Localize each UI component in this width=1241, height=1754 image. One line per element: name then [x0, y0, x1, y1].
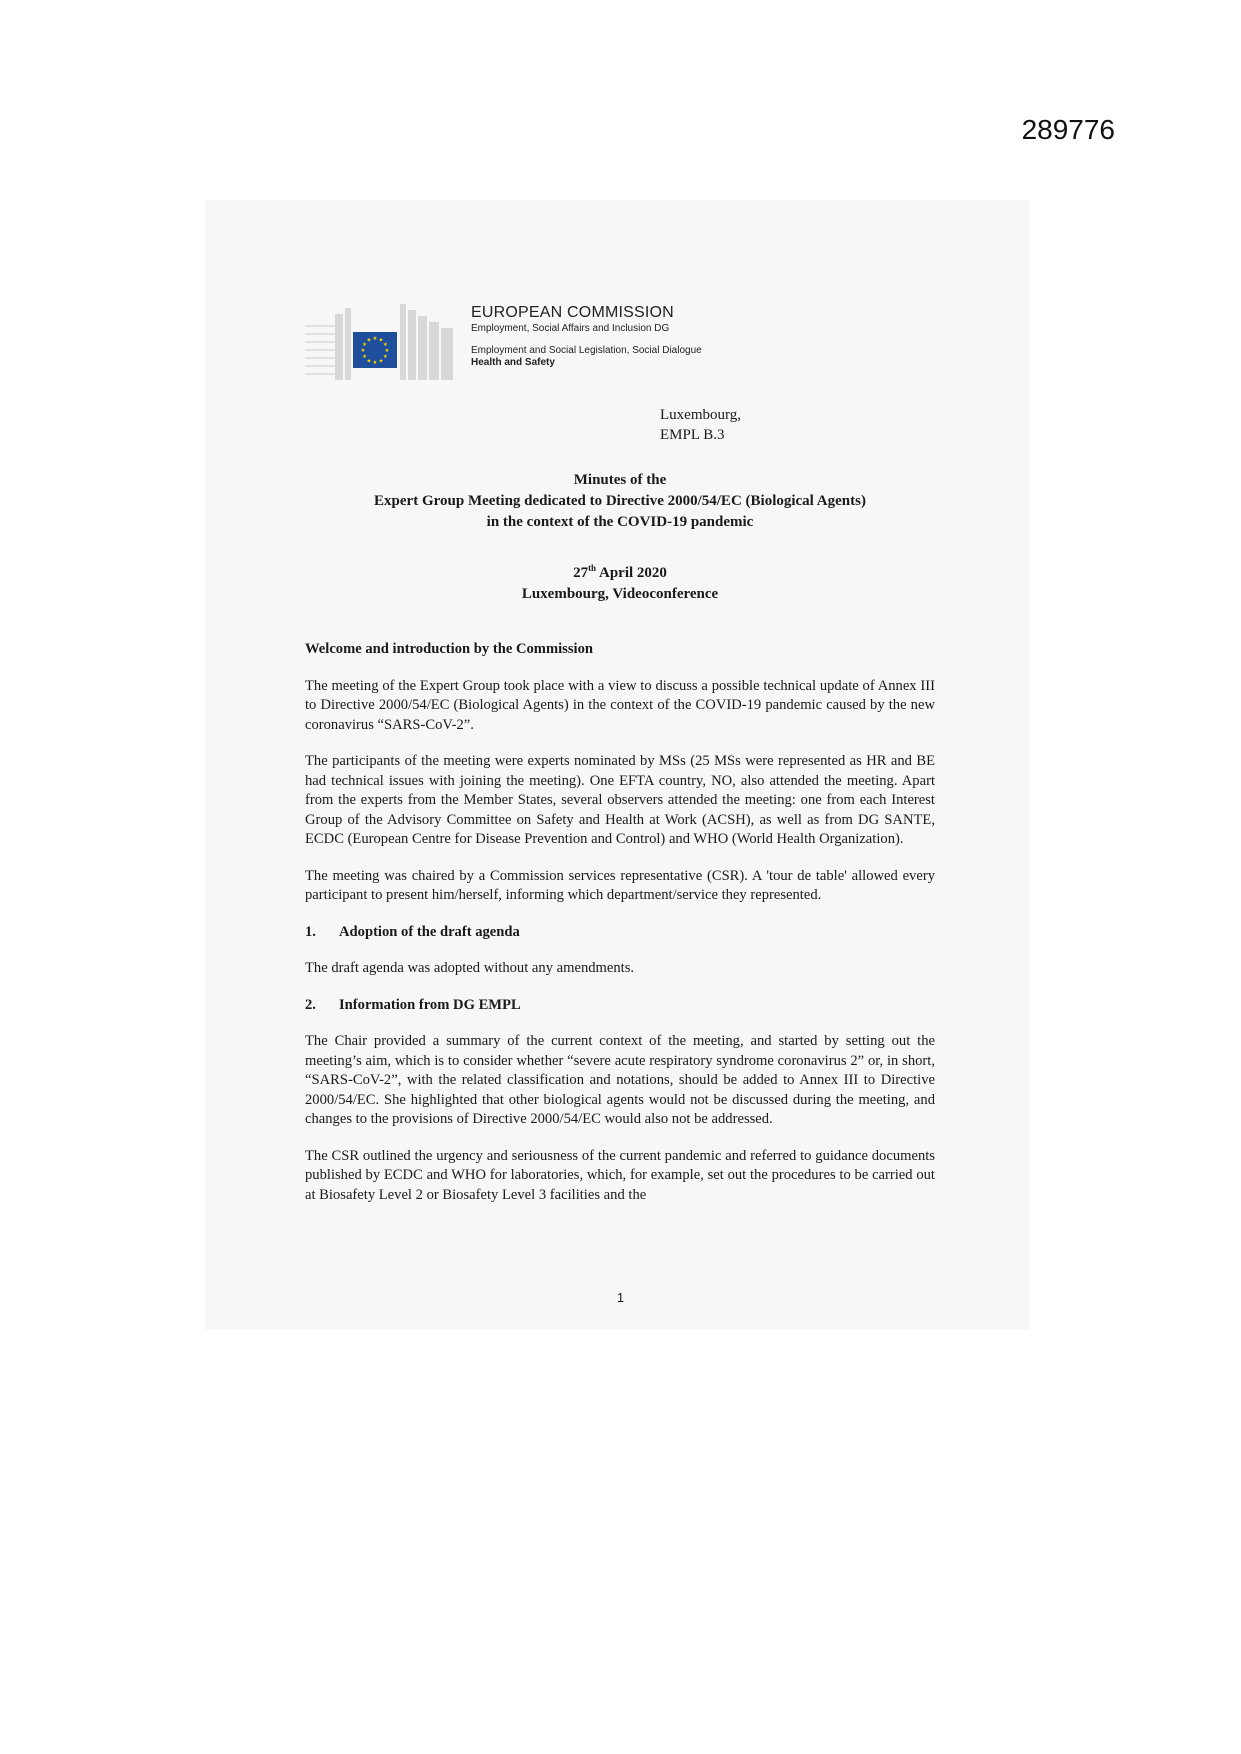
- svg-text:★: ★: [366, 358, 372, 365]
- svg-text:★: ★: [384, 348, 390, 354]
- meeting-location: Luxembourg, Videoconference: [521, 586, 719, 602]
- welcome-heading: Welcome and introduction by the Commission: [305, 641, 593, 657]
- title-line-2: Expert Group Meeting dedicated to Directive 2000/54/EC (Biological Agents): [374, 493, 866, 509]
- directorate-general: Employment, Social Affairs and Inclusion DG: [471, 323, 670, 334]
- page-number: 1: [616, 1290, 625, 1305]
- svg-text:★: ★: [372, 336, 378, 342]
- document-title: [305, 470, 935, 533]
- paragraph: The CSR outlined the urgency and seriousness of the current pandemic and referred to guidance documents published by ECDC and WHO for laboratories, which, for example, set out the procedures to be carried out at Biosafety Level 2 or Biosafety Level 3 facilities and the: [305, 1147, 935, 1203]
- title-line-3: in the context of the COVID-19 pandemic: [486, 514, 754, 530]
- paragraph: The meeting was chaired by a Commission services representative (CSR). A 'tour de table' allowed every participant to present him/herself, informing which department/service they represented.: [305, 867, 935, 903]
- svg-text:★: ★: [362, 354, 368, 360]
- meeting-info: [305, 558, 935, 605]
- paragraph: The participants of the meeting were experts nominated by MSs (25 MSs were represented as HR and BE had technical issues with joining the meeting). One EFTA country, NO, also attended the meeting. Apart from the experts from the Member States, several observers attended the meeting: one from each Interest Group of the Advisory Committee on Safety and Health at Work (ACSH), as well as from DG SANTE, ECDC (European Centre for Disease Prevention and Control) and WHO (World Health Organization).: [305, 753, 935, 847]
- svg-text:★: ★: [362, 342, 368, 348]
- document-body: [305, 640, 935, 1222]
- letterhead: [305, 300, 865, 384]
- directorate: Employment and Social Legislation, Social Dialogue: [471, 345, 702, 356]
- svg-text:★: ★: [382, 354, 388, 360]
- place-line-2: EMPL B.3: [660, 427, 725, 443]
- paragraph: The meeting of the Expert Group took place with a view to discuss a possible technical update of Annex III to Directive 2000/54/EC (Biological Agents) in the context of the COVID-19 pandemic caused by the new coronavirus “SARS-CoV-2”.: [305, 677, 935, 733]
- section-heading-1: 1. Adoption of the draft agenda: [305, 923, 520, 940]
- svg-text:★: ★: [360, 348, 366, 354]
- document-number: 289776: [1021, 114, 1115, 145]
- svg-text:★: ★: [382, 342, 388, 348]
- section-heading-2: 2. Information from DG EMPL: [305, 996, 521, 1013]
- place-line-1: Luxembourg,: [660, 407, 741, 423]
- organisation-name: EUROPEAN COMMISSION: [471, 304, 674, 321]
- svg-text:★: ★: [378, 358, 384, 365]
- paragraph: The Chair provided a summary of the current context of the meeting, and started by setting out the meeting’s aim, which is to consider whether “severe acute respiratory syndrome coronavirus 2” or, in short, “SARS-CoV-2”, with the related classification and notations, should be added to Annex III to Directive 2000/54/EC. She highlighted that other biological agents would not be discussed during the meeting, and changes to the provisions of Directive 2000/54/EC would also not be addressed.: [305, 1033, 935, 1127]
- european-commission-logo: [305, 304, 457, 380]
- title-line-1: Minutes of the: [573, 472, 667, 488]
- place-block: [660, 405, 741, 445]
- paragraph: The draft agenda was adopted without any amendments.: [305, 960, 635, 976]
- svg-text:★: ★: [378, 337, 384, 344]
- meeting-date: 27th April 2020: [573, 563, 667, 581]
- unit-name: Health and Safety: [471, 357, 555, 368]
- svg-text:★: ★: [372, 360, 378, 366]
- organisation-block: [471, 304, 702, 369]
- svg-text:★: ★: [366, 337, 372, 344]
